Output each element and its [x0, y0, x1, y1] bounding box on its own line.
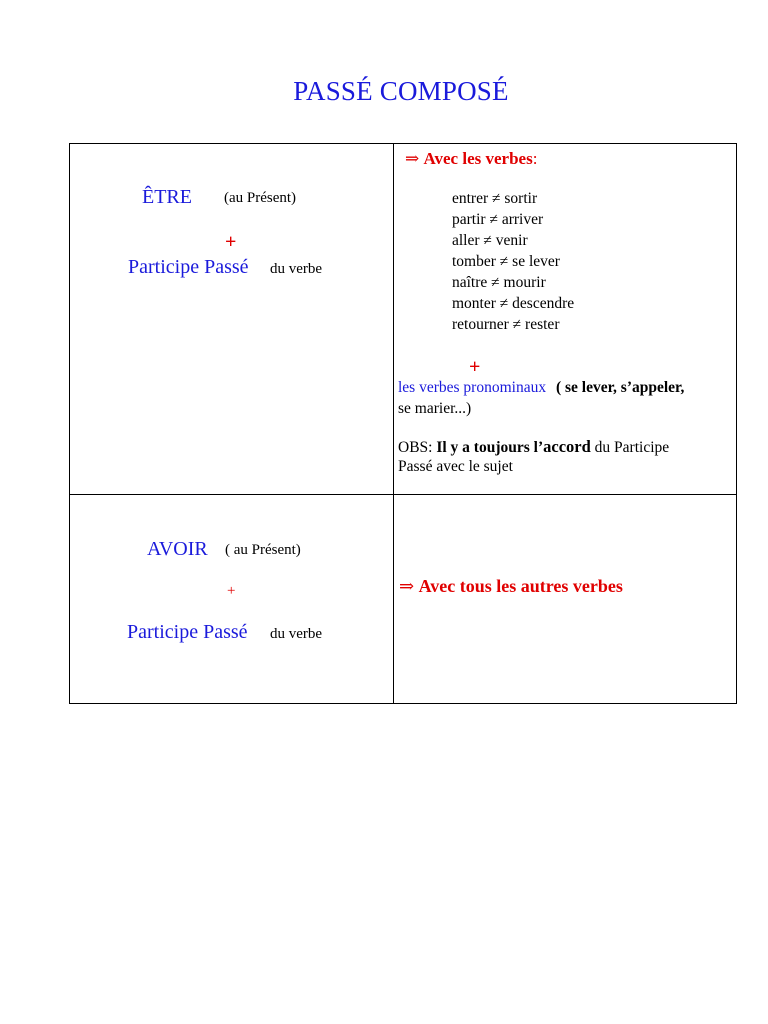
etre-label: ÊTRE: [142, 186, 192, 208]
etre-participe-note: du verbe: [270, 261, 323, 277]
avoir-plus-sign: +: [227, 583, 236, 599]
pronominaux-examples: ( se lever, s’appeler,: [555, 379, 685, 396]
avoir-rule: [399, 576, 623, 597]
avoir-rule-text: Avec tous les autres verbes: [418, 576, 623, 596]
page-title: PASSÉ COMPOSÉ: [293, 76, 509, 106]
etre-rule-heading-text: Avec les verbes: [423, 149, 533, 168]
etre-rule-heading-colon: :: [532, 149, 538, 168]
avoir-note: ( au Présent): [225, 542, 301, 558]
obs-rest: du Participe: [590, 439, 670, 456]
implies-arrow-icon: ⇒: [405, 149, 420, 168]
etre-note: (au Présent): [224, 190, 297, 206]
etre-rule-heading: [405, 149, 537, 169]
pronominaux-label: les verbes pronominaux: [398, 379, 547, 396]
avoir-participe-note: du verbe: [270, 626, 323, 642]
conjugation-table: [69, 143, 737, 704]
obs-note: [398, 437, 669, 457]
row-divider: [70, 494, 736, 495]
etre-verb-list: [452, 188, 574, 335]
verb-pair: tomber ≠ se lever: [452, 253, 560, 270]
etre-participe-passe: Participe Passé: [128, 256, 249, 278]
pronominaux-examples-line2: se marier...): [398, 400, 472, 417]
obs-prefix: OBS:: [398, 439, 437, 456]
verb-pair: partir ≠ arriver: [452, 211, 544, 228]
etre-plus-sign: +: [225, 231, 237, 253]
verb-pair: aller ≠ venir: [452, 232, 528, 249]
avoir-participe-passe: Participe Passé: [127, 621, 248, 643]
implies-arrow-icon: ⇒: [399, 576, 415, 596]
verb-pair: entrer ≠ sortir: [452, 190, 538, 207]
obs-accord: accord: [543, 437, 591, 456]
column-divider: [393, 144, 394, 703]
verb-pair: naître ≠ mourir: [452, 274, 546, 291]
pronominaux-plus-sign: +: [469, 356, 481, 378]
obs-bold-text: Il y a toujours l’: [436, 439, 544, 456]
verb-pair: monter ≠ descendre: [452, 295, 575, 312]
obs-line2: Passé avec le sujet: [398, 458, 513, 475]
avoir-label: AVOIR: [147, 538, 208, 560]
pronominaux-line: [398, 379, 684, 397]
verb-pair: retourner ≠ rester: [452, 316, 560, 333]
